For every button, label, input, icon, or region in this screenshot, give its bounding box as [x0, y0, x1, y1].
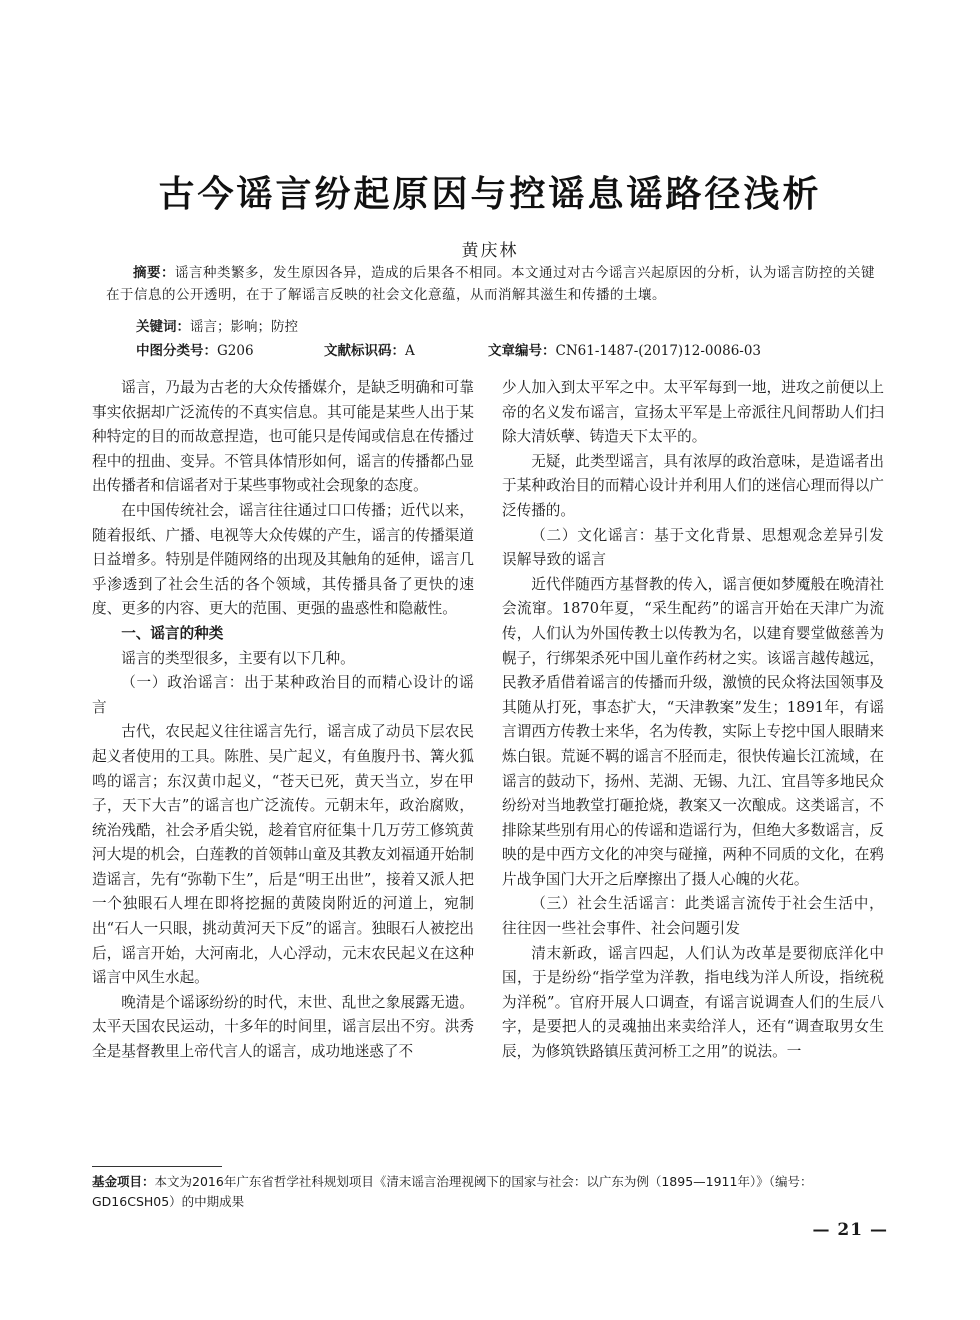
paragraph: 清末新政，谣言四起，人们认为改革是要彻底洋化中国，于是纷纷“指学堂为洋教，指电线为洋人所设，指统税为洋税”。官府开展人口调查，有谣言说调查人们的生辰八字，是要把人的灵魂抽出来卖给洋人，还有“调查取男女生辰，为修筑铁路镇压黄河桥工之用”的说法。一	[502, 944, 884, 1061]
clc-label: 中图分类号：	[136, 343, 217, 359]
paragraph: 近代伴随西方基督教的传入，谣言便如梦魇般在晚清社会流窜。1870年夏，“采生配药”的谣言开始在天津广为流传，人们认为外国传教士以传教为名，以建育婴堂做慈善为幌子，行绑架杀死中国儿童作药材之实。该谣言越传越远，民教矛盾借着谣言的传播而升级，激愤的民众将法国领事及其随从打死，事态扩大，“天津教案”发生；1891年，有谣言谓西方传教士来华，名为传教，实际上专挖中国人眼睛来炼白银。荒诞不羁的谣言不胫而走，很快传遍长江流域，在谣言的鼓动下，扬州、芜湖、无锡、九江、宜昌等多地民众纷纷对当地教堂打砸抢烧，教案又一次酿成。这类谣言，不排除某些别有用心的传谣和造谣行为，但绝大多数谣言，反映的是中西方文化的冲突与碰撞，两种不同质的文化，在鸦片战争国门大开之后摩擦出了摄人心魄的火花。	[502, 575, 884, 888]
article-no-value: CN61-1487-(2017)12-0086-03	[555, 343, 762, 359]
paragraph: 无疑，此类型谣言，具有浓厚的政治意味，是造谣者出于某种政治目的而精心设计并利用人们的迷信心理而得以广泛传播的。	[502, 452, 884, 519]
funding-label: 基金项目：	[92, 1174, 155, 1189]
funding-footnote	[92, 1172, 892, 1212]
author-name: 黄庆林	[461, 241, 519, 261]
left-column	[92, 376, 474, 1065]
paragraph: 谣言的类型很多，主要有以下几种。	[121, 649, 355, 667]
paragraph: 少人加入到太平军之中。太平军每到一地，进攻之前便以上帝的名义发布谣言，宣扬太平军是上帝派往凡间帮助人们扫除大清妖孽、铸造天下太平的。	[502, 379, 884, 446]
article-no-item	[488, 340, 761, 362]
clc-value: G206	[217, 343, 254, 359]
keywords	[136, 316, 896, 338]
paragraph: 晚清是个谣诼纷纷的时代，末世、乱世之象展露无遗。太平天国农民运动，十多年的时间里，谣言层出不穷。洪秀全是基督教里上帝代言人的谣言，成功地迷惑了不	[92, 993, 474, 1061]
keywords-text: 谣言；影响；防控	[190, 319, 298, 335]
subsection-heading: （二）文化谣言：基于文化背景、思想观念差异引发误解导致的谣言	[502, 526, 884, 569]
right-column	[502, 376, 884, 1065]
keywords-label: 关键词：	[136, 319, 190, 335]
paragraph: 在中国传统社会，谣言往往通过口口传播；近代以来，随着报纸、广播、电视等大众传媒的产生，谣言的传播渠道日益增多。特别是伴随网络的出现及其触角的延伸，谣言几乎渗透到了社会生活的各个领域，其传播具备了更快的速度、更多的内容、更大的范围、更强的蛊惑性和隐蔽性。	[92, 501, 474, 618]
clc-item	[136, 340, 254, 362]
section-heading: 一、谣言的种类	[121, 624, 224, 642]
abstract-label: 摘要：	[133, 265, 175, 281]
article-no-label: 文章编号：	[488, 343, 556, 359]
paragraph: 谣言，乃最为古老的大众传播媒介，是缺乏明确和可靠事实依据却广泛流传的不真实信息。其可能是某些人出于某种特定的目的而故意捏造，也可能只是传闻或信息在传播过程中的扭曲、变异。不管具体情形如何，谣言的传播都凸显出传播者和信谣者对于某些事物或社会现象的态度。	[92, 379, 474, 495]
doc-code-item	[324, 340, 415, 362]
funding-text: 本文为2016年广东省哲学社科规划项目《清末谣言治理视阈下的国家与社会：以广东为例（1895—1911年）》（编号：GD16CSH05）的中期成果	[92, 1174, 813, 1209]
doc-code-value: A	[405, 343, 415, 359]
paragraph: 古代，农民起义往往谣言先行，谣言成了动员下层农民起义者使用的工具。陈胜、吴广起义，有鱼腹丹书、篝火狐鸣的谣言；东汉黄巾起义，“苍天已死，黄天当立，岁在甲子，天下大吉”的谣言也广泛流传。元朝末年，政治腐败，统治残酷，社会矛盾尖锐，趁着官府征集十几万劳工修筑黄河大堤的机会，白莲教的首领韩山童及其教友刘福通开始制造谣言，先有“弥勒下生”，后是“明王出世”，接着又派人把一个独眼石人埋在即将挖掘的黄陵岗附近的河道上，宛制出“石人一只眼，挑动黄河天下反”的谣言。独眼石人被挖出后，谣言开始，大河南北，人心浮动，元末农民起义在这种谣言中风生水起。	[92, 723, 474, 987]
article-title: 古今谣言纷起原因与控谣息谣路径浅析	[158, 173, 822, 215]
subsection-heading: （一）政治谣言：出于某种政治目的而精心设计的谣言	[92, 674, 474, 716]
doc-code-label: 文献标识码：	[324, 343, 405, 359]
abstract	[106, 262, 886, 306]
footnote-divider	[92, 1166, 222, 1167]
subsection-heading: （三）社会生活谣言：此类谣言流传于社会生活中，往往因一些社会事件、社会问题引发	[502, 895, 884, 938]
page-number: — 21 —	[812, 1220, 888, 1240]
abstract-text: 谣言种类繁多，发生原因各异，造成的后果各不相同。本文通过对古今谣言兴起原因的分析，认为谣言防控的关键在于信息的公开透明，在于了解谣言反映的社会文化意蕴，从而消解其滋生和传播的土壤。	[106, 265, 875, 303]
